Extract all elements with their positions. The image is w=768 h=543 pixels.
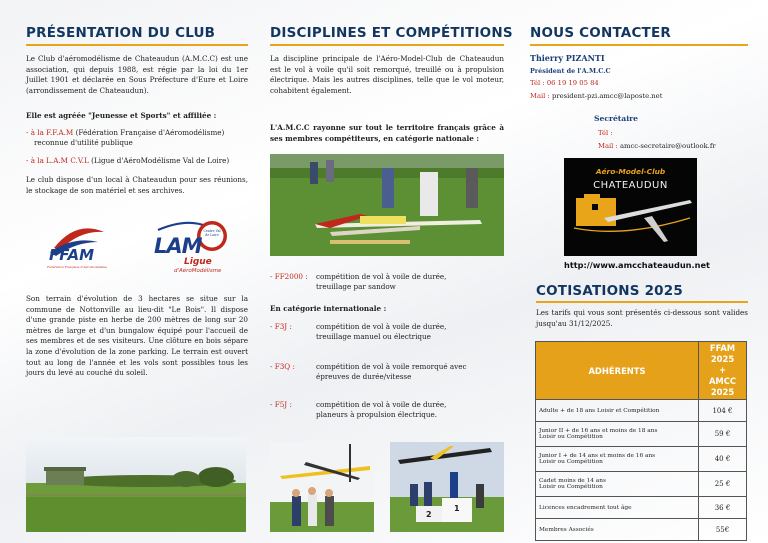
tarif-label-1: Cadet moins de 14 ans	[539, 478, 606, 484]
club-logo-graphic	[564, 158, 697, 256]
club-terrain: Son terrain d'évolution de 3 hectares se situe sur la commune de Nottonville au lieu-dit "Le Bois". Il dispose d'une grande piste en herbe de 200 mètres de long sur 20 mètres de large et d'un bungalow équipé pour l'accueil de ses membres et de ses visiteurs. Une clôture en bois sépare la zone d'évolution de la zone parking. Le terrain est ouvert tout au long de l'année et les vols sont possibles tous les jours du levé au couché du soleil.	[26, 294, 248, 378]
discipline-item	[270, 322, 292, 332]
table-row	[536, 400, 747, 422]
tarifs-header-ffam: FFAM 2025	[709, 343, 736, 364]
discipline-item	[270, 400, 292, 410]
discipline-desc: treuillage par sandow	[316, 282, 396, 291]
disciplines-national: L'A.M.C.C rayonne sur tout le territoire français grâce à ses membres compétiteurs, en catégorie nationale :	[270, 123, 504, 143]
sec-mail-value[interactable]: amcc-secretaire@outlook.fr	[619, 142, 716, 150]
club-heading: PRÉSENTATION DU CLUB	[26, 25, 216, 41]
discipline-desc: compétition de vol à voile de durée,	[316, 400, 447, 409]
discipline-desc: compétition de vol à voile remorqué avec	[316, 362, 467, 371]
tarif-label-1: Junior I + de 14 ans et moins de 16 ans	[539, 453, 656, 459]
lam-text: (Ligue d'AéroModélisme Val de Loire)	[88, 156, 230, 165]
tarif-label	[536, 519, 699, 541]
disciplines-international: En catégorie internationale :	[270, 304, 387, 313]
discipline-desc: treuillage manuel ou électrique	[316, 332, 431, 341]
tarif-label	[536, 422, 699, 447]
tarif-price: 59 €	[699, 422, 747, 447]
contact-heading-rule	[530, 44, 748, 46]
ffam-logo	[46, 222, 108, 276]
podium-photo	[390, 442, 504, 532]
cotisations-intro: Les tarifs qui vous sont présentés ci-dessous sont valides jusqu'au 31/12/2025.	[536, 308, 748, 328]
lam-prefix: - à la L.A.M C.V.L	[26, 156, 89, 165]
table-row	[536, 519, 747, 541]
club-logo	[564, 158, 697, 256]
field-photo-graphic	[26, 437, 246, 532]
tarifs-header-price	[699, 342, 747, 400]
tarif-label	[536, 472, 699, 497]
president-tel	[530, 78, 599, 88]
tarifs-header-adherents: ADHÉRENTS	[536, 342, 699, 400]
tel-label: Tél :	[530, 79, 545, 87]
competition-photo-graphic	[270, 154, 504, 256]
tarifs-table	[535, 341, 747, 541]
table-row	[536, 497, 747, 519]
club-agree: Elle est agréée "Jeunesse et Sports" et affiliée :	[26, 111, 217, 120]
tarif-label-1: Licences encadrement tout âge	[539, 504, 632, 511]
tarif-label-1: Membres Associés	[539, 526, 594, 533]
discipline-desc: épreuves de durée/vitesse	[316, 372, 412, 381]
tarifs-header-amcc: AMCC 2025	[708, 376, 737, 397]
cotisations-heading: COTISATIONS 2025	[536, 283, 683, 299]
disciplines-column	[262, 0, 514, 543]
lam-logo-text: LAM	[154, 234, 202, 258]
club-logo-line1: Aéro-Model-Club	[595, 167, 666, 176]
tarifs-header-row	[536, 342, 747, 400]
discipline-desc: compétition de vol à voile de durée,	[316, 272, 447, 281]
competition-photo	[270, 154, 504, 256]
disciplines-heading-rule	[270, 44, 504, 46]
discipline-code: - F3J :	[270, 322, 292, 331]
podium-photo-graphic	[390, 442, 504, 532]
mail-value[interactable]: president-pzi.amcc@laposte.net	[551, 92, 663, 100]
club-heading-rule	[26, 44, 248, 46]
sec-tel-label: Tél :	[598, 129, 613, 137]
discipline-desc: planeurs à propulsion électrique.	[316, 410, 438, 419]
club-intro: Le Club d'aéromodélisme de Chateaudun (A.M.C.C) est une association, qui depuis 1988, est régie par la loi du 1er Juillet 1901 et déclarée en Sous Préfecture d'Eure et Loire (arrondissement de Chateaudun).	[26, 54, 248, 95]
table-row	[536, 472, 747, 497]
president-name: Thierry PIZANTI	[530, 53, 605, 63]
tarif-label	[536, 497, 699, 519]
club-column	[0, 0, 262, 543]
tarif-label	[536, 400, 699, 422]
discipline-item	[270, 362, 295, 372]
tarif-price: 104 €	[699, 400, 747, 422]
discipline-code: - F3Q :	[270, 362, 295, 371]
podium-first: 1	[454, 504, 460, 513]
field-photo	[26, 437, 246, 532]
tarif-label-2: Loisir ou Compétition	[539, 459, 603, 465]
secretary-title: Secrétaire	[594, 114, 638, 123]
president-role: Président de l'A.M.C.C	[530, 67, 611, 75]
ffam-prefix: - à la F.F.A.M	[26, 128, 74, 137]
tarif-label-1: Adulte + de 18 ans Loisir et Compétition	[539, 407, 660, 414]
disciplines-intro: La discipline principale de l'Aéro-Model-Club de Chateaudun est le vol à voile qu'il soit remorqué, treuillé ou à propulsion électrique. Mais les autres disciplines, telle que le vol moteur, cohabitent également.	[270, 54, 504, 95]
tarif-label-2: Loisir ou Compétition	[539, 434, 603, 440]
lam-logo-sub: d'AéroModélisme	[174, 268, 222, 274]
glider-photo	[270, 442, 374, 532]
president-mail	[530, 91, 662, 101]
club-local: Le club dispose d'un local à Chateaudun pour ses réunions, le stockage de son matériel et ses archives.	[26, 175, 248, 195]
ffam-logo-sub: Fédération Française d'Aéromodélisme	[47, 265, 107, 269]
cotisations-heading-rule	[536, 301, 748, 303]
podium-second: 2	[426, 510, 432, 519]
club-logo-line2: CHATEAUDUN	[593, 180, 668, 191]
website-link[interactable]: http://www.amcchateaudun.net	[564, 260, 710, 270]
lam-logo-ligue: Ligue	[184, 257, 212, 267]
secretary-tel	[598, 128, 613, 138]
tarif-price: 36 €	[699, 497, 747, 519]
lam-badge: Centre Val de Loire	[203, 229, 221, 237]
table-row	[536, 447, 747, 472]
contact-heading: NOUS CONTACTER	[530, 25, 671, 41]
discipline-code: - F5J :	[270, 400, 292, 409]
discipline-code: - FF2000 :	[270, 272, 308, 281]
lam-affiliation	[26, 156, 229, 166]
mail-label: Mail :	[530, 92, 550, 100]
tel-value[interactable]: 06 19 19 05 84	[546, 79, 599, 87]
tarif-label	[536, 447, 699, 472]
disciplines-heading: DISCIPLINES ET COMPÉTITIONS	[270, 25, 513, 41]
discipline-desc: compétition de vol à voile de durée,	[316, 322, 447, 331]
secretary-mail	[598, 141, 716, 151]
ffam-text: (Fédération Française d'Aéromodélisme)	[73, 128, 225, 137]
tarif-price: 40 €	[699, 447, 747, 472]
table-row	[536, 422, 747, 447]
tarif-price: 25 €	[699, 472, 747, 497]
ffam-logo-text: FFAM	[49, 246, 95, 264]
sec-mail-label: Mail :	[598, 142, 618, 150]
ffam-affiliation	[26, 128, 224, 138]
ffam-text-2: reconnue d'utilité publique	[34, 138, 133, 147]
discipline-item	[270, 272, 308, 282]
tarifs-header-plus: +	[718, 365, 727, 375]
tarif-label-2: Loisir ou Compétition	[539, 484, 603, 490]
glider-photo-graphic	[270, 442, 374, 532]
tarif-label-1: Junior II + de 16 ans et moins de 18 ans	[539, 428, 658, 434]
lam-logo	[150, 212, 230, 280]
tarif-price: 55€	[699, 519, 747, 541]
